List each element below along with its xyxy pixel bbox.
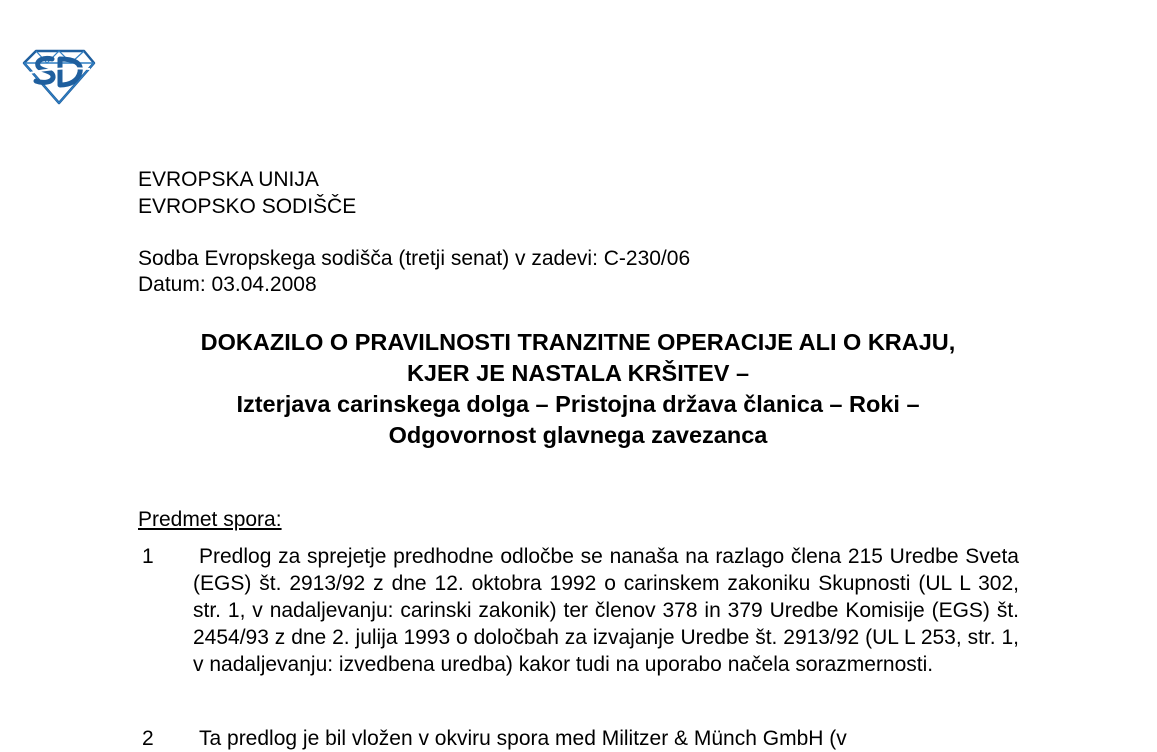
title-line-3: Izterjava carinskega dolga – Pristojna država članica – Roki – bbox=[236, 391, 920, 417]
case-reference: Sodba Evropskega sodišča (tretji senat) v zadevi: C-230/06 bbox=[138, 247, 691, 270]
title-line-1: DOKAZILO O PRAVILNOSTI TRANZITNE OPERACIJE ALI O KRAJU, bbox=[200, 329, 956, 355]
document-title bbox=[138, 327, 1018, 451]
paragraph-number: 1 bbox=[142, 545, 154, 568]
numbered-paragraph bbox=[138, 543, 1019, 678]
institution-line-2: EVROPSKO SODIŠČE bbox=[138, 195, 357, 218]
court-logo bbox=[22, 49, 96, 105]
case-info bbox=[138, 246, 690, 298]
section-heading: Predmet spora: bbox=[138, 508, 282, 531]
numbered-paragraph bbox=[138, 725, 1019, 752]
institution-line-1: EVROPSKA UNIJA bbox=[138, 168, 319, 191]
paragraph-text: Predlog za sprejetje predhodne odločbe se nanaša na razlago člena 215 Uredbe Sveta (EGS) št. 2913/92 z dne 12. oktobra 1992 o carinskem zakoniku Skupnosti (UL L 302, str. 1, v nadaljevanju: carinski zakonik) ter členov 378 in 379 Uredbe Komisije (EGS) št. 2454/93 z dne 2. julija 1993 o določbah za izvajanje Uredbe št. 2913/92 (UL L 253, str. 1, v nadaljevanju: izvedbena uredba) kakor tudi na uporabo načela sorazmernosti. bbox=[193, 545, 1019, 676]
title-line-4: Odgovornost glavnega zavezanca bbox=[388, 422, 768, 448]
title-line-2: KJER JE NASTALA KRŠITEV – bbox=[406, 360, 750, 386]
institution-header bbox=[138, 166, 356, 220]
court-logo-icon bbox=[22, 49, 96, 105]
paragraph-text: Ta predlog je bil vložen v okviru spora med Militzer & Münch GmbH (v bbox=[199, 727, 847, 750]
case-date: Datum: 03.04.2008 bbox=[138, 273, 317, 296]
paragraph-number: 2 bbox=[142, 727, 154, 750]
